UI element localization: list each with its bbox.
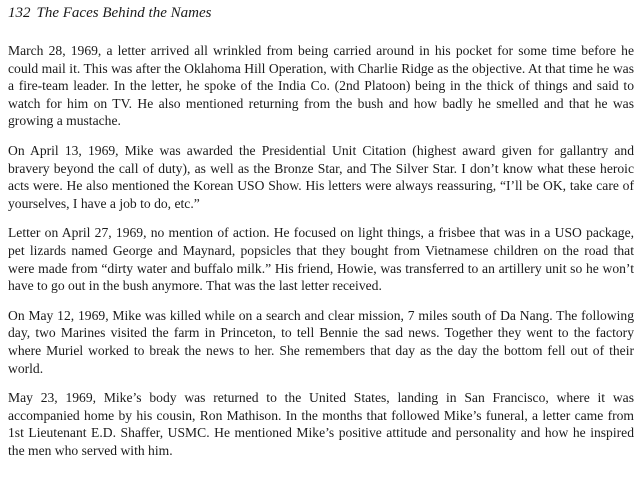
- paragraph-may-killed: On May 12, 1969, Mike was killed while on a search and clear mission, 7 miles south of Da Nang. The following day, two Marines visited the farm in Princeton, to tell Bennie the sad news. Together they went to the factory where Muriel worked to break the news to her. She remembers that day as the day the bottom fell out of their world.: [8, 307, 634, 376]
- paragraph-march-letter: March 28, 1969, a letter arrived all wrinkled from being carried around in his pocket for some time before he could mail it. This was after the Oklahoma Hill Operation, with Charlie Ridge as the objective. At that time he was a fire-team leader. In the letter, he spoke of the India Co. (2nd Platoon) being in the thick of things and said to watch for him on TV. He also mentioned returning from the bush and how badly he smelled and that he was growing a mustache.: [8, 43, 634, 129]
- page-number: 132: [8, 5, 31, 21]
- paragraph-may-returned: May 23, 1969, Mike’s body was returned to the United States, landing in San Francisco, where it was accompanied home by his cousin, Ron Mathison. In the months that followed Mike’s funeral, a letter came from 1st Lieutenant E.D. Shaffer, USMC. He mentioned Mike’s positive attitude and personality and how he inspired the men who served with him.: [8, 390, 634, 458]
- paragraph-april-letter: Letter on April 27, 1969, no mention of action. He focused on light things, a frisbee that was in a USO package, pet lizards named George and Maynard, popsicles that they bought from Vietnamese children on the road that were made from “dirty water and buffalo milk.” His friend, Howie, was transferred to an artillery unit so he won’t have to go out in the bush anymore. That was the last letter received.: [8, 225, 634, 294]
- book-title: The Faces Behind the Names: [36, 5, 212, 21]
- paragraph-april-awards: On April 13, 1969, Mike was awarded the Presidential Unit Citation (highest award given for gallantry and bravery beyond the call of duty), as well as the Bronze Star, and The Silver Star. I don’t know what these heroic acts were. He also mentioned the Korean USO Show. His letters were always reassuring, “I’ll be OK, take care of yourselves, I have a job to do, etc.”: [8, 142, 634, 211]
- running-head: [8, 4, 634, 22]
